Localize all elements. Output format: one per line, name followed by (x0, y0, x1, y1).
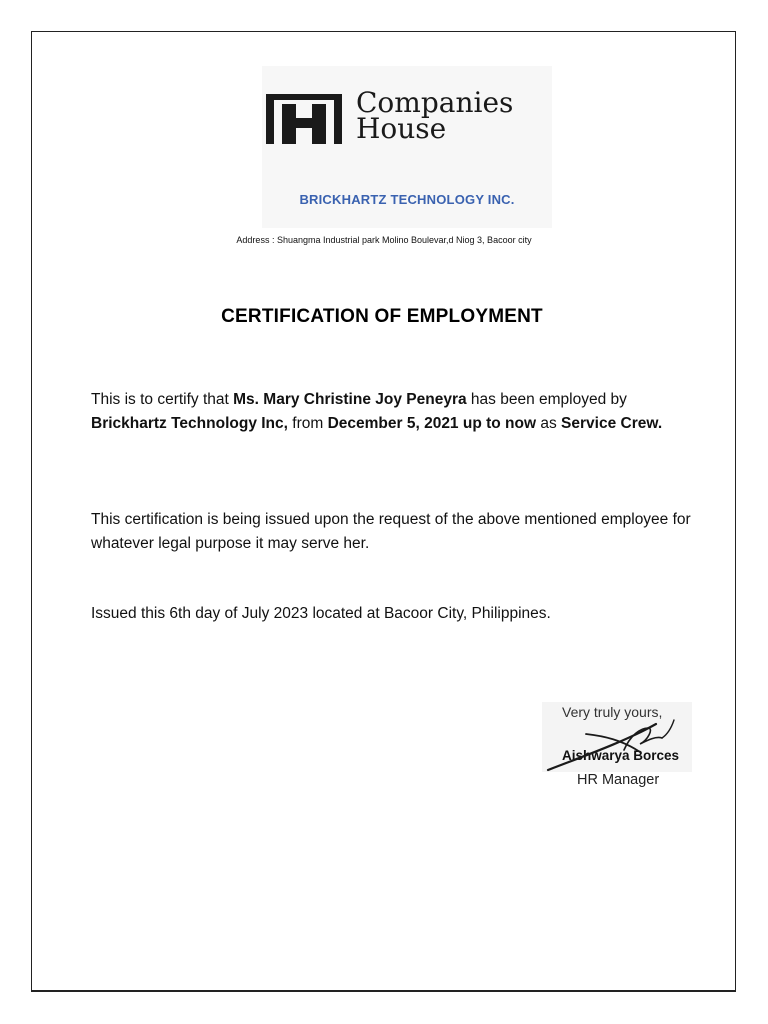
p1-text-1: This is to certify that (91, 391, 234, 408)
signer-name: Aishwarya Borces (562, 748, 680, 763)
company-name: BRICKHARTZ TECHNOLOGY INC. (299, 192, 515, 207)
document-title: CERTIFICATION OF EMPLOYMENT (221, 306, 543, 327)
handwritten-signature-icon (544, 706, 684, 772)
company-address: Address : Shuangma Industrial park Molino Boulevar,d Niog 3, Bacoor city (236, 235, 532, 245)
closing-line: Very truly yours, (562, 704, 663, 720)
employer-name: Brickhartz Technology Inc, (91, 415, 288, 432)
issued-paragraph: Issued this 6th day of July 2023 located at Bacoor City, Philippines. (91, 605, 551, 622)
logo-line-2: House (356, 112, 447, 145)
certification-paragraph (91, 388, 691, 436)
logo-wordmark (356, 86, 514, 145)
job-position: Service Crew. (561, 415, 663, 432)
p1-text-2: has been employed by (466, 391, 627, 408)
p1-text-3: from (287, 415, 328, 432)
employment-period: December 5, 2021 up to now (327, 415, 537, 432)
purpose-paragraph: This certification is being issued upon the request of the above mentioned employee for whatever legal purpose it may serve her. (91, 511, 691, 552)
logo-line-1: Companies (356, 86, 514, 119)
employee-name: Ms. Mary Christine Joy Peneyra (233, 391, 467, 408)
signer-title: HR Manager (577, 772, 660, 788)
signature-block (540, 700, 710, 800)
letterhead-logo (262, 66, 552, 228)
p1-text-4: as (536, 415, 562, 432)
companies-house-logo-icon (266, 94, 342, 144)
